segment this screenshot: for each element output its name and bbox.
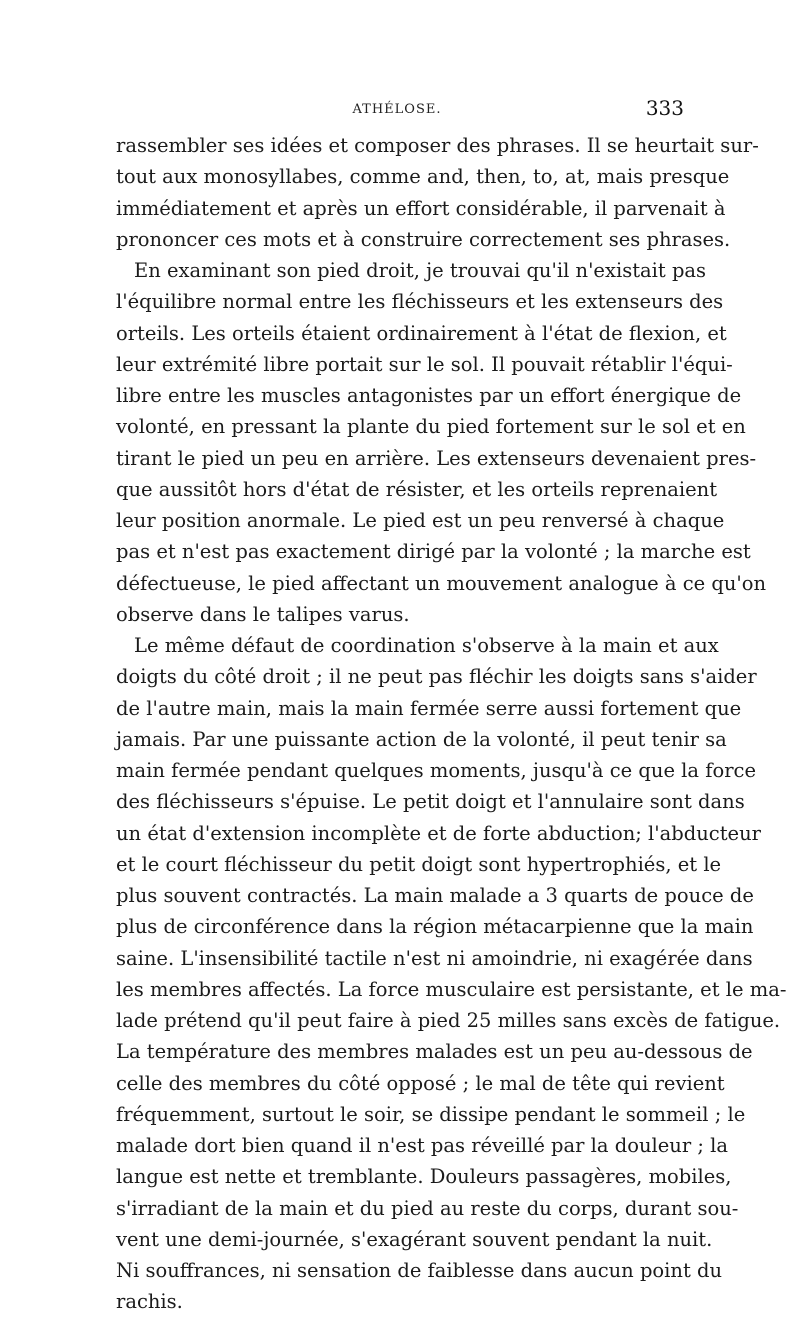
text-line: La température des membres malades est un peu au-dessous de: [116, 1040, 753, 1064]
text-line: plus souvent contractés. La main malade a 3 quarts de pouce de: [116, 884, 754, 907]
text-line: doigts du côté droit ; il ne peut pas fléchir les doigts sans s'aider: [116, 665, 757, 689]
text-line: main fermée pendant quelques moments, jusqu'à ce que la force: [116, 759, 756, 782]
text-line: prononcer ces mots et à construire correctement ses phrases.: [116, 227, 731, 251]
running-title: ATHÉLOSE.: [352, 102, 442, 117]
text-line: pas et n'est pas exactement dirigé par la volonté ; la marche est: [116, 540, 751, 564]
text-line: En examinant son pied droit, je trouvai qu'il n'existait pas: [134, 259, 707, 282]
text-line: celle des membres du côté opposé ; le mal de tête qui revient: [116, 1071, 725, 1095]
text-line: immédiatement et après un effort considérable, il parvenait à: [116, 196, 726, 220]
text-line: rachis.: [116, 1290, 183, 1314]
text-line: que aussitôt hors d'état de résister, et les orteils reprenaient: [116, 477, 718, 501]
text-line: les membres affectés. La force musculaire est persistante, et le ma-: [116, 977, 787, 1001]
text-line: rassembler ses idées et composer des phrases. Il se heurtait sur-: [116, 134, 759, 157]
page-number: 333: [645, 96, 684, 120]
text-line: de l'autre main, mais la main fermée serre aussi fortement que: [116, 696, 742, 720]
body-text: [116, 130, 787, 1318]
text-line: malade dort bien quand il n'est pas réveillé par la douleur ; la: [116, 1134, 729, 1157]
text-line: leur position anormale. Le pied est un peu renversé à chaque: [116, 509, 725, 532]
text-line: et le court fléchisseur du petit doigt sont hypertrophiés, et le: [116, 852, 722, 876]
text-line: saine. L'insensibilité tactile n'est ni amoindrie, ni exagérée dans: [116, 946, 753, 970]
text-line: Ni souffrances, ni sensation de faiblesse dans aucun point du: [116, 1259, 723, 1282]
text-line: fréquemment, surtout le soir, se dissipe pendant le sommeil ; le: [116, 1102, 746, 1126]
text-line: vent une demi-journée, s'exagérant souvent pendant la nuit.: [116, 1227, 713, 1251]
text-line: langue est nette et tremblante. Douleurs passagères, mobiles,: [116, 1165, 732, 1189]
text-line: des fléchisseurs s'épuise. Le petit doigt et l'annulaire sont dans: [116, 790, 745, 814]
text-line: lade prétend qu'il peut faire à pied 25 milles sans excès de fatigue.: [116, 1009, 781, 1032]
text-line: libre entre les muscles antagonistes par un effort énergique de: [116, 384, 742, 407]
text-line: Le même défaut de coordination s'observe à la main et aux: [134, 634, 719, 657]
text-line: plus de circonférence dans la région métacarpienne que la main: [116, 915, 754, 939]
text-line: volonté, en pressant la plante du pied fortement sur le sol et en: [116, 415, 746, 439]
text-line: observe dans le talipes varus.: [116, 602, 410, 626]
text-line: l'équilibre normal entre les fléchisseurs et les extenseurs des: [116, 290, 724, 314]
text-line: orteils. Les orteils étaient ordinairement à l'état de flexion, et: [116, 321, 727, 345]
text-line: jamais. Par une puissante action de la volonté, il peut tenir sa: [116, 727, 727, 751]
text-line: tirant le pied un peu en arrière. Les extenseurs devenaient pres-: [116, 446, 757, 470]
text-line: leur extrémité libre portait sur le sol. Il pouvait rétablir l'équi-: [116, 352, 733, 376]
running-head: [110, 96, 684, 126]
text-line: un état d'extension incomplète et de forte abduction; l'abducteur: [116, 821, 761, 845]
text-line: tout aux monosyllabes, comme and, then, to, at, mais presque: [116, 165, 730, 189]
text-line: défectueuse, le pied affectant un mouvement analogue à ce qu'on: [116, 571, 767, 595]
text-line: s'irradiant de la main et du pied au reste du corps, durant sou-: [116, 1196, 739, 1220]
